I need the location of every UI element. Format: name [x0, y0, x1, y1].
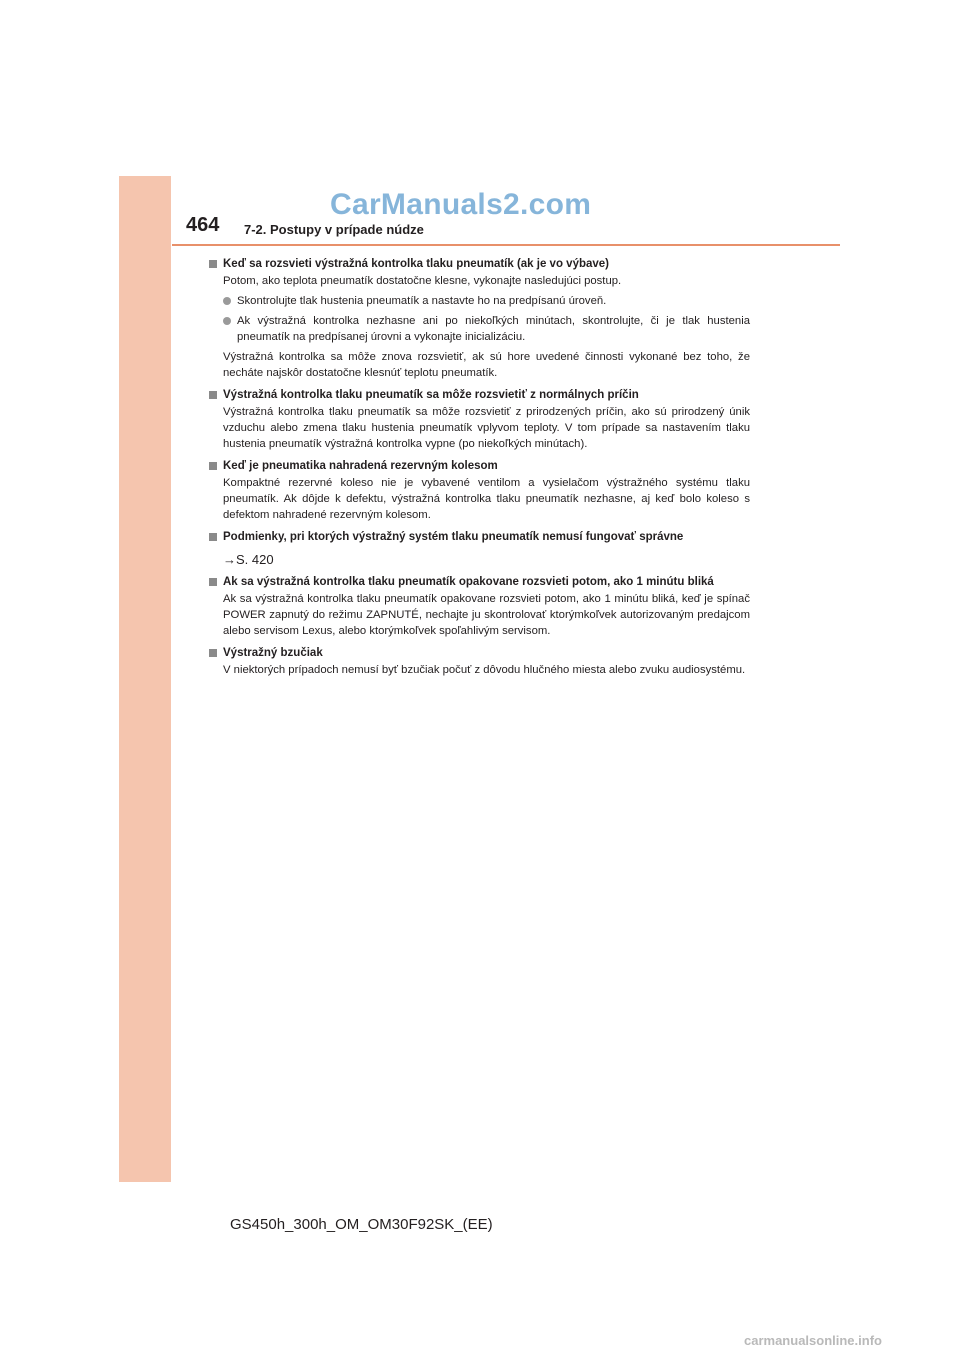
heading-text: Podmienky, pri ktorých výstražný systém tlaku pneumatík nemusí fungovať správne	[223, 531, 684, 543]
list-item	[223, 313, 750, 345]
section-conditions	[209, 529, 750, 568]
paragraph: Ak sa výstražná kontrolka tlaku pneumatík opakovane rozsvieti potom, ako 1 minútu bliká, keď je spínač POWER zapnutý do režimu ZAPNUTÉ, nechajte ju skontrolovať ktorýmkoľvek autorizovaným predajcom alebo servisom Lexus, alebo ktorýmkoľvek spoľahlivým servisom.	[223, 593, 750, 637]
page-number: 464	[186, 214, 220, 236]
square-bullet-icon	[209, 462, 217, 470]
section-buzzer	[209, 645, 750, 678]
section-heading	[209, 645, 750, 662]
paragraph: Výstražná kontrolka sa môže znova rozsvietiť, ak sú hore uvedené činnosti vykonané bez toho, že necháte najskôr dostatočne klesnúť teplotu pneumatík.	[223, 351, 750, 379]
section-spare-wheel	[209, 458, 750, 523]
section-heading	[209, 574, 750, 591]
section-repeated-lighting	[209, 574, 750, 639]
list-item-text: Skontrolujte tlak hustenia pneumatík a nastavte ho na predpísanú úroveň.	[237, 295, 607, 307]
heading-text: Keď je pneumatika nahradená rezervným kolesom	[223, 460, 498, 472]
heading-text: Keď sa rozsvieti výstražná kontrolka tlaku pneumatík (ak je vo výbave)	[223, 258, 610, 270]
circle-bullet-icon	[223, 297, 231, 305]
paragraph: Výstražná kontrolka tlaku pneumatík sa môže rozsvietiť z prirodzených príčin, ako sú prirodzený únik vzduchu alebo zmena tlaku hustenia pneumatík vplyvom teploty. V tom prípade sa nastavením tlaku hustenia pneumatík výstražná kontrolka vypne (po niekoľkých minútach).	[223, 406, 750, 450]
paragraph: V niektorých prípadoch nemusí byť bzučiak počuť z dôvodu hlučného miesta alebo zvuku audiosystému.	[223, 664, 746, 676]
section-title: 7-2. Postupy v prípade núdze	[244, 222, 424, 237]
paragraph: Kompaktné rezervné koleso nie je vybavené ventilom a vysielačom výstražného systému tlaku pneumatík. Ak dôjde k defektu, výstražná kontrolka tlaku pneumatík nezhasne, aj keď bolo koleso s defektom nahradené rezervným kolesom.	[223, 477, 750, 521]
heading-text: Ak sa výstražná kontrolka tlaku pneumatík opakovane rozsvieti potom, ako 1 minútu bliká	[223, 576, 714, 588]
circle-bullet-icon	[223, 317, 231, 325]
section-tpms-lit	[209, 256, 750, 381]
list-item-text: Ak výstražná kontrolka nezhasne ani po niekoľkých minútach, skontrolujte, či je tlak hustenia pneumatík na predpísanej úrovni a vykonajte inicializáciu.	[237, 315, 750, 343]
header-rule	[172, 244, 840, 246]
content	[209, 256, 750, 684]
section-normal-causes	[209, 387, 750, 452]
square-bullet-icon	[209, 533, 217, 541]
section-heading	[209, 387, 750, 404]
list-item	[223, 293, 750, 309]
heading-text: Výstražná kontrolka tlaku pneumatík sa môže rozsvietiť z normálnych príčin	[223, 389, 639, 401]
section-heading	[209, 458, 750, 475]
square-bullet-icon	[209, 391, 217, 399]
section-heading	[209, 529, 750, 546]
square-bullet-icon	[209, 649, 217, 657]
page-reference: →S. 420	[223, 552, 274, 567]
top-watermark-logo: CarManuals2.com	[330, 188, 592, 221]
section-heading	[209, 256, 750, 273]
side-color-band	[119, 176, 171, 1182]
square-bullet-icon	[209, 260, 217, 268]
bottom-watermark: carmanualsonline.info	[744, 1333, 882, 1348]
heading-text: Výstražný bzučiak	[223, 647, 323, 659]
paragraph: Potom, ako teplota pneumatík dostatočne klesne, vykonajte nasledujúci postup.	[223, 275, 622, 287]
square-bullet-icon	[209, 578, 217, 586]
document-code: GS450h_300h_OM_OM30F92SK_(EE)	[230, 1216, 493, 1233]
